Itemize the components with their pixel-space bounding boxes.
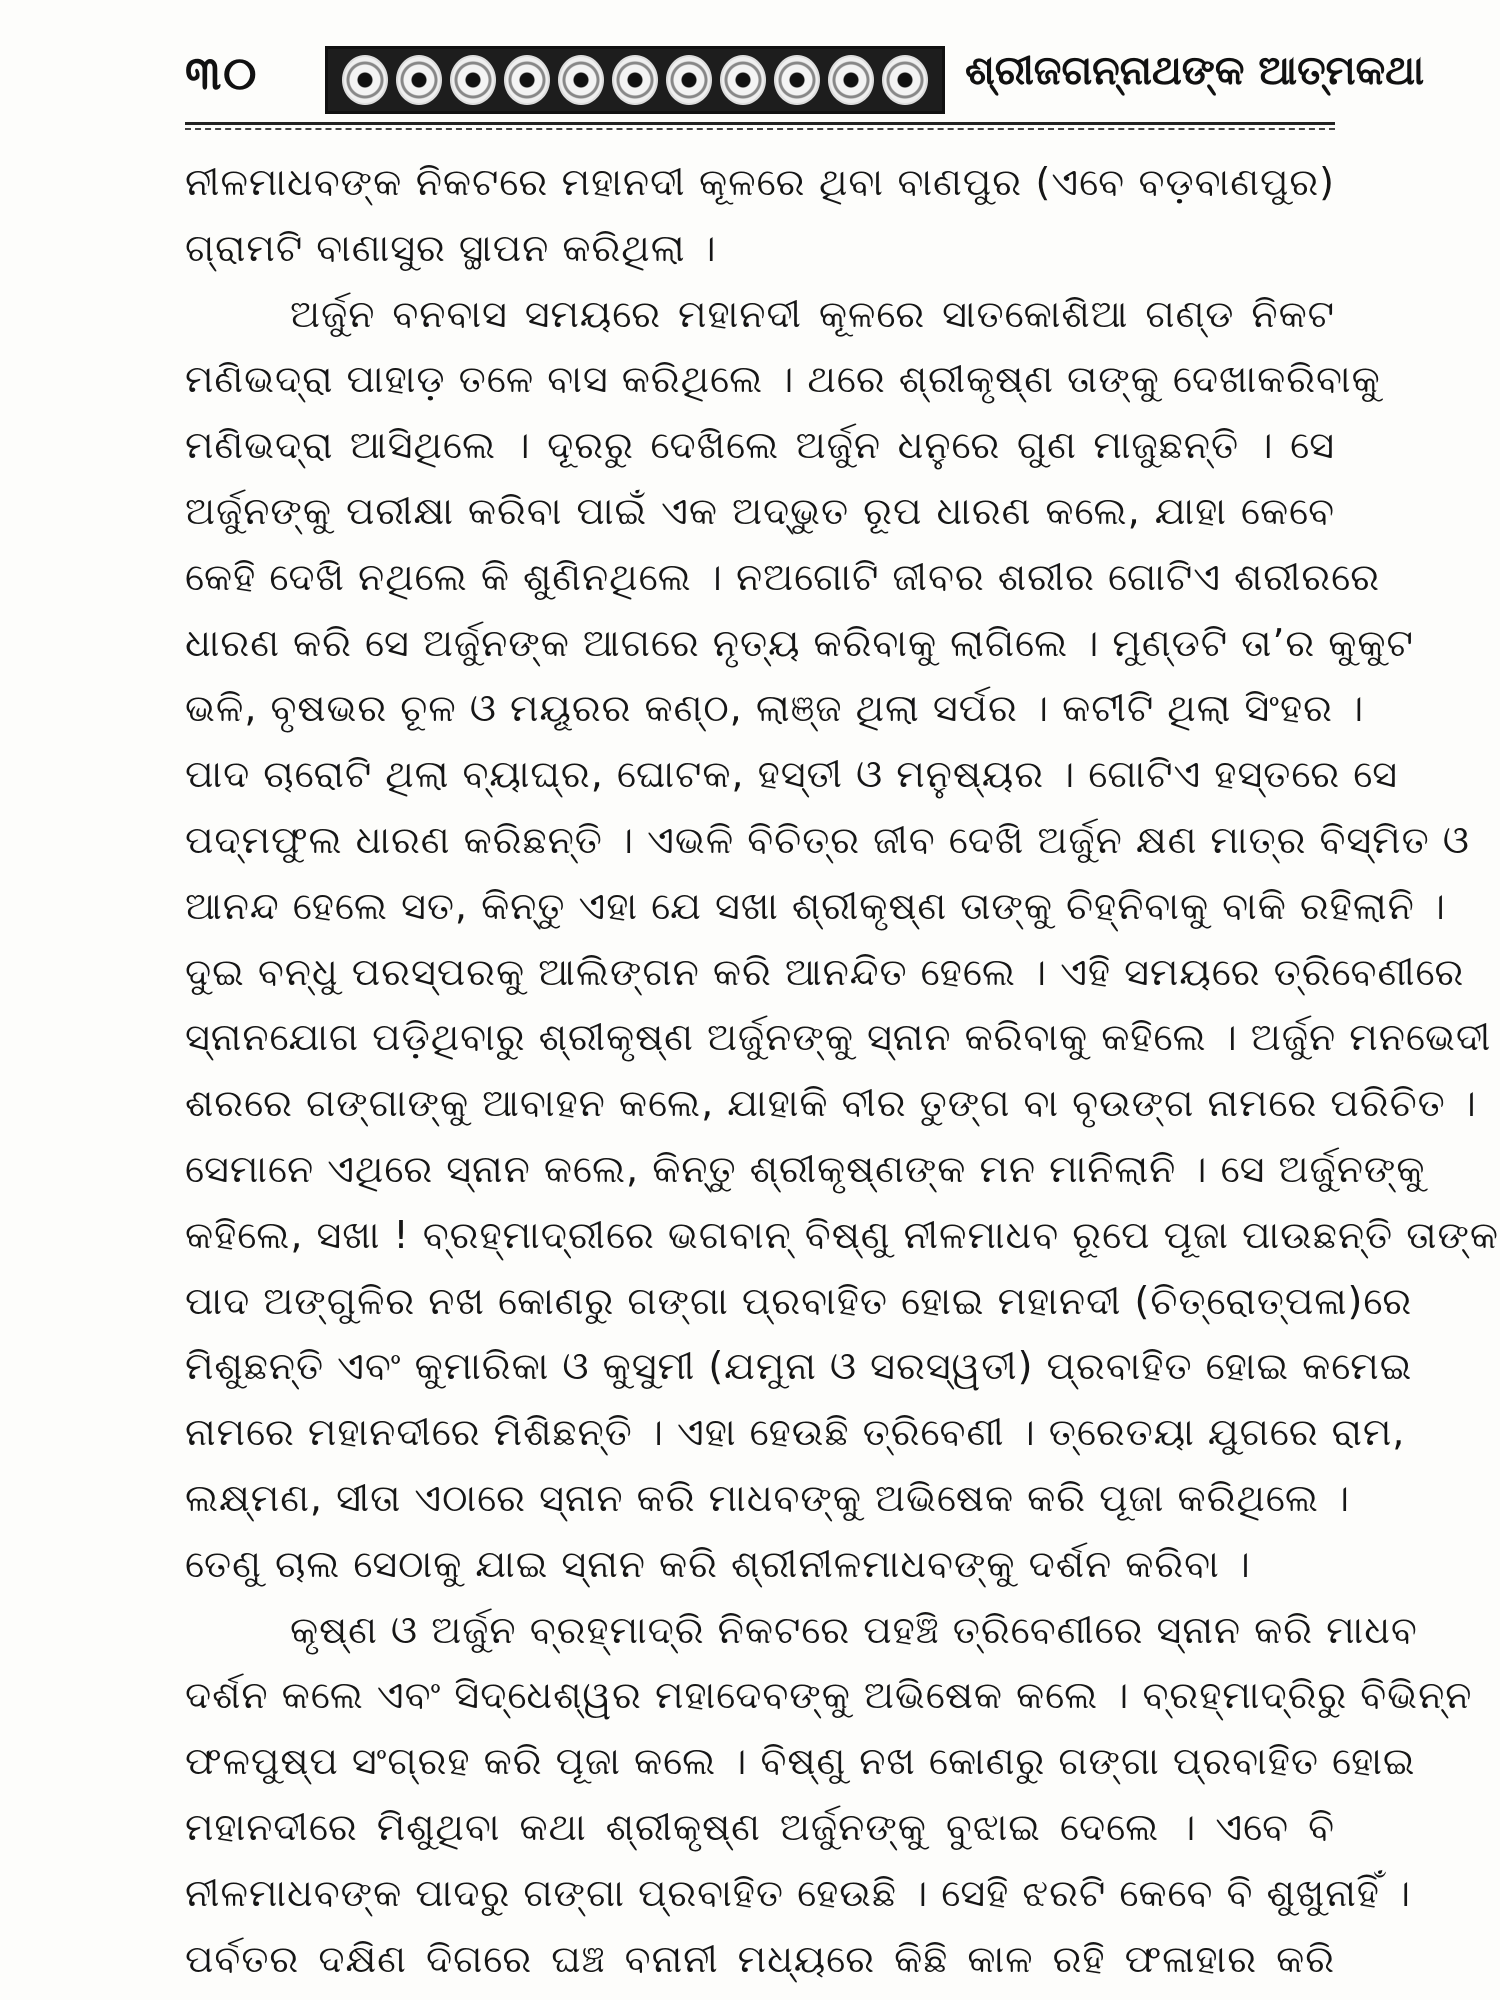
- text-line: ଦୁଇ ବନ୍ଧୁ ପରସ୍ପରକୁ ଆଲିଙ୍ଗନ କରି ଆନନ୍ଦିତ ହେଲେ । ଏହି ସମୟରେ ତ୍ରିବେଣୀରେ: [185, 949, 1465, 994]
- header-divider: [185, 122, 1335, 130]
- text-line: ପର୍ବତର ଦକ୍ଷିଣ ଦିଗରେ ଘଞ୍ଚ ବନାନୀ ମଧ୍ୟରେ କିଛି କାଳ ରହି ଫଳାହାର କରି: [185, 1936, 1335, 1981]
- text-line: ଆନନ୍ଦ ହେଲେ ସତ, କିନ୍ତୁ ଏହା ଯେ ସଖା ଶ୍ରୀକୃଷ୍ଣ ତାଙ୍କୁ ଚିହ୍ନିବାକୁ ବାକି ରହିଲାନି ।: [185, 883, 1446, 928]
- body-text: [185, 150, 1499, 1992]
- running-title: ଶ୍ରୀଜଗନ୍ନାଥଙ୍କ ଆତ୍ମକଥା: [965, 48, 1425, 94]
- text-line: ମଣିଭଦ୍ରା ପାହାଡ଼ ତଳେ ବାସ କରିଥିଲେ । ଥରେ ଶ୍ରୀକୃଷ୍ଣ ତାଙ୍କୁ ଦେଖାକରିବାକୁ: [185, 357, 1381, 402]
- page-number: ୩୦: [185, 46, 259, 100]
- ornament-circle-icon: [396, 55, 442, 105]
- ornament-circle-icon: [666, 55, 712, 105]
- ornament-circle-icon: [882, 55, 928, 105]
- ornament-circle-icon: [558, 55, 604, 105]
- text-line: ମଣିଭଦ୍ରା ଆସିଥିଲେ । ଦୂରରୁ ଦେଖିଲେ ଅର୍ଜୁନ ଧନୁରେ ଗୁଣ ମାଜୁଛନ୍ତି । ସେ: [185, 423, 1335, 468]
- text-line: ପଦ୍ମଫୁଲ ଧାରଣ କରିଛନ୍ତି । ଏଭଳି ବିଚିତ୍ର ଜୀବ ଦେଖି ଅର୍ଜୁନ କ୍ଷଣ ମାତ୍ର ବିସ୍ମିତ ଓ: [185, 817, 1470, 862]
- text-line: ନାମରେ ମହାନଦୀରେ ମିଶିଛନ୍ତି । ଏହା ହେଉଛି ତ୍ରିବେଣୀ । ତ୍ରେତୟା ଯୁଗରେ ରାମ,: [185, 1410, 1406, 1455]
- ornament-circle-icon: [612, 55, 658, 105]
- ornament-circle-icon: [504, 55, 550, 105]
- ornament-circle-icon: [342, 55, 388, 105]
- text-line: ଲକ୍ଷ୍ମଣ, ସୀତା ଏଠାରେ ସ୍ନାନ କରି ମାଧବଙ୍କୁ ଅଭିଷେକ କରି ପୂଜା କରିଥିଲେ ।: [185, 1475, 1351, 1520]
- decorative-border-ornament: [325, 46, 945, 114]
- text-line: ପାଦ ଅଙ୍ଗୁଳିର ନଖ କୋଣରୁ ଗଙ୍ଗା ପ୍ରବାହିତ ହୋଇ ମହାନଦୀ (ଚିତ୍ରୋତ୍ପଳା)ରେ: [185, 1278, 1413, 1323]
- text-line: କେହି ଦେଖି ନଥିଲେ କି ଶୁଣିନଥିଲେ । ନଅଗୋଟି ଜୀବର ଶରୀର ଗୋଟିଏ ଶରୀରରେ: [185, 554, 1381, 599]
- ornament-circle-icon: [450, 55, 496, 105]
- text-line: ମିଶୁଛନ୍ତି ଏବଂ କୁମାରିକା ଓ କୁସୁମୀ (ଯମୁନା ଓ ସରସ୍ୱତୀ) ପ୍ରବାହିତ ହୋଇ କମେଇ: [185, 1344, 1413, 1389]
- ornament-circle-icon: [720, 55, 766, 105]
- text-line: ସ୍ନାନଯୋଗ ପଡ଼ିଥିବାରୁ ଶ୍ରୀକୃଷ୍ଣ ଅର୍ଜୁନଙ୍କୁ ସ୍ନାନ କରିବାକୁ କହିଲେ । ଅର୍ଜୁନ ମନଭେଦୀ: [185, 1015, 1492, 1060]
- text-line: ଫଳପୁଷ୍ପ ସଂଗ୍ରହ କରି ପୂଜା କଲେ । ବିଷ୍ଣୁ ନଖ କୋଣରୁ ଗଙ୍ଗା ପ୍ରବାହିତ ହୋଇ: [185, 1739, 1416, 1784]
- text-line: ପାଦ ଚାରୋଟି ଥିଲା ବ୍ୟାଘ୍ର, ଘୋଟକ, ହସ୍ତୀ ଓ ମନୁଷ୍ୟର । ଗୋଟିଏ ହସ୍ତରେ ସେ: [185, 752, 1399, 797]
- text-line: ଭଳି, ବୃଷଭର ଚୂଳ ଓ ମୟୂରର କଣ୍ଠ, ଲାଞ୍ଜ ଥିଲା ସର୍ପର । କଟୀଟି ଥିଲା ସିଂହର ।: [185, 686, 1365, 731]
- text-line: କହିଲେ, ସଖା ! ବ୍ରହ୍ମାଦ୍ରୀରେ ଭଗବାନ୍ ବିଷ୍ଣୁ ନୀଳମାଧବ ରୂପେ ପୂଜା ପାଉଛନ୍ତି ତାଙ୍କ: [185, 1212, 1499, 1257]
- text-line: ଅର୍ଜୁନ ବନବାସ ସମୟରେ ମହାନଦୀ କୂଳରେ ସାତକୋଶିଆ ଗଣ୍ଡ ନିକଟ: [290, 291, 1335, 336]
- text-line: ଧାରଣ କରି ସେ ଅର୍ଜୁନଙ୍କ ଆଗରେ ନୃତ୍ୟ କରିବାକୁ ଲାଗିଲେ । ମୁଣ୍ଡଟି ତା’ର କୁକୁଟ: [185, 620, 1414, 665]
- text-line: ନୀଳମାଧବଙ୍କ ପାଦରୁ ଗଙ୍ଗା ପ୍ରବାହିତ ହେଉଛି । ସେହି ଝରଟି କେବେ ବି ଶୁଖୁନାହିଁ ।: [185, 1870, 1412, 1915]
- text-line: ତେଣୁ ଚାଲ ସେଠାକୁ ଯାଇ ସ୍ନାନ କରି ଶ୍ରୀନୀଳମାଧବଙ୍କୁ ଦର୍ଶନ କରିବା ।: [185, 1541, 1251, 1586]
- text-line: ଗ୍ରାମଟି ବାଣାସୁର ସ୍ଥାପନ କରିଥିଲା ।: [185, 225, 717, 270]
- text-line: ଅର୍ଜୁନଙ୍କୁ ପରୀକ୍ଷା କରିବା ପାଇଁ ଏକ ଅଦ୍ଭୁତ ରୂପ ଧାରଣ କଲେ, ଯାହା କେବେ: [185, 488, 1335, 533]
- ornament-circle-icon: [828, 55, 874, 105]
- text-line: କୃଷ୍ଣ ଓ ଅର୍ଜୁନ ବ୍ରହ୍ମାଦ୍ରି ନିକଟରେ ପହଞ୍ଚି ତ୍ରିବେଣୀରେ ସ୍ନାନ କରି ମାଧବ: [290, 1607, 1418, 1652]
- text-line: ମହାନଦୀରେ ମିଶୁଥିବା କଥା ଶ୍ରୀକୃଷ୍ଣ ଅର୍ଜୁନଙ୍କୁ ବୁଝାଇ ଦେଲେ । ଏବେ ବି: [185, 1804, 1335, 1849]
- ornament-circle-icon: [774, 55, 820, 105]
- text-line: ସେମାନେ ଏଥିରେ ସ୍ନାନ କଲେ, କିନ୍ତୁ ଶ୍ରୀକୃଷ୍ଣଙ୍କ ମନ ମାନିଲାନି । ସେ ଅର୍ଜୁନଙ୍କୁ: [185, 1146, 1426, 1191]
- text-line: ଦର୍ଶନ କଲେ ଏବଂ ସିଦ୍ଧେଶ୍ୱର ମହାଦେବଙ୍କୁ ଅଭିଷେକ କଲେ । ବ୍ରହ୍ମାଦ୍ରିରୁ ବିଭିନ୍ନ: [185, 1673, 1473, 1718]
- page-header: [185, 42, 1425, 132]
- text-line: ନୀଳମାଧବଙ୍କ ନିକଟରେ ମହାନଦୀ କୂଳରେ ଥିବା ବାଣପୁର (ଏବେ ବଡ଼ବାଣପୁର): [185, 160, 1335, 204]
- text-line: ଶରରେ ଗଙ୍ଗାଙ୍କୁ ଆବାହନ କଲେ, ଯାହାକି ବୀର ତୁଙ୍ଗ ବା ବୃଉଙ୍ଗ ନାମରେ ପରିଚିତ ।: [185, 1081, 1477, 1126]
